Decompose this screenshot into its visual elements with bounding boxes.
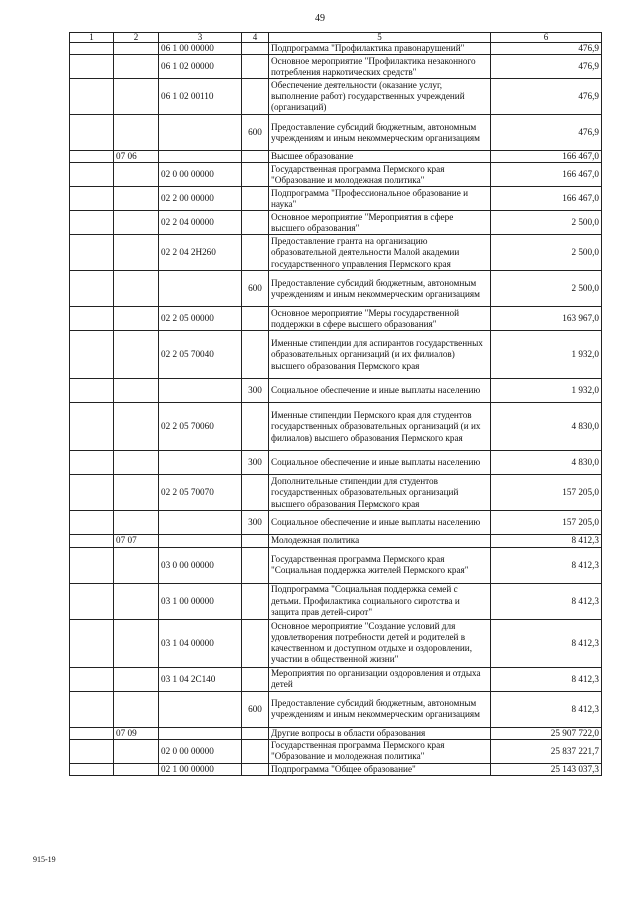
target-article-cell: [159, 151, 242, 163]
item-name-cell: Социальное обеспечение и иные выплаты населению: [269, 511, 491, 535]
amount-cell: 4 830,0: [491, 403, 602, 451]
expense-type-cell: 600: [242, 271, 269, 307]
budget-table: [69, 32, 602, 776]
subsection-cell: [114, 55, 159, 79]
table-row: [70, 79, 602, 115]
item-name-cell: Предоставление гранта на организацию образовательной деятельности Малой академии государственного управления Пермского края: [269, 235, 491, 271]
subsection-cell: [114, 451, 159, 475]
section-cell: [70, 55, 114, 79]
subsection-cell: [114, 115, 159, 151]
item-name-cell: Социальное обеспечение и иные выплаты населению: [269, 451, 491, 475]
table-row: [70, 763, 602, 775]
table-row: [70, 535, 602, 547]
table-row: [70, 691, 602, 727]
target-article-cell: [159, 727, 242, 739]
item-name-cell: Другие вопросы в области образования: [269, 727, 491, 739]
target-article-cell: [159, 691, 242, 727]
amount-cell: 476,9: [491, 115, 602, 151]
col-header-4: 4: [242, 33, 269, 43]
table-row: [70, 451, 602, 475]
item-name-cell: Государственная программа Пермского края "Образование и молодежная политика": [269, 163, 491, 187]
expense-type-cell: [242, 727, 269, 739]
section-cell: [70, 451, 114, 475]
col-header-5: 5: [269, 33, 491, 43]
amount-cell: 476,9: [491, 79, 602, 115]
target-article-cell: 06 1 02 00000: [159, 55, 242, 79]
target-article-cell: [159, 535, 242, 547]
item-name-cell: Подпрограмма "Социальная поддержка семей с детьми. Профилактика социального сиротства и защита прав детей-сирот": [269, 583, 491, 619]
amount-cell: 1 932,0: [491, 379, 602, 403]
expense-type-cell: [242, 583, 269, 619]
amount-cell: 2 500,0: [491, 271, 602, 307]
expense-type-cell: 300: [242, 379, 269, 403]
subsection-cell: [114, 511, 159, 535]
expense-type-cell: [242, 535, 269, 547]
item-name-cell: Дополнительные стипендии для студентов государственных образовательных организаций высшего образования Пермского края: [269, 475, 491, 511]
item-name-cell: Государственная программа Пермского края "Социальная поддержка жителей Пермского края": [269, 547, 491, 583]
col-header-6: 6: [491, 33, 602, 43]
item-name-cell: Именные стипендии для аспирантов государственных образовательных организаций (и их филиалов) высшего образования Пермского края: [269, 331, 491, 379]
target-article-cell: [159, 271, 242, 307]
item-name-cell: Основное мероприятие "Создание условий для удовлетворения потребности детей и родителей в качественном и доступном отдыхе и оздоровлении, участии в общественной жизни": [269, 619, 491, 667]
section-cell: [70, 535, 114, 547]
item-name-cell: Предоставление субсидий бюджетным, автономным учреждениям и иным некоммерческим организациям: [269, 271, 491, 307]
table-row: [70, 667, 602, 691]
table-row: [70, 331, 602, 379]
target-article-cell: 03 1 04 2С140: [159, 667, 242, 691]
amount-cell: 166 467,0: [491, 151, 602, 163]
amount-cell: 25 907 722,0: [491, 727, 602, 739]
subsection-cell: [114, 763, 159, 775]
target-article-cell: 06 1 00 00000: [159, 43, 242, 55]
amount-cell: 25 143 037,3: [491, 763, 602, 775]
amount-cell: 8 412,3: [491, 667, 602, 691]
expense-type-cell: [242, 331, 269, 379]
section-cell: [70, 271, 114, 307]
item-name-cell: Подпрограмма "Профессиональное образование и наука": [269, 187, 491, 211]
table-row: [70, 235, 602, 271]
target-article-cell: [159, 379, 242, 403]
expense-type-cell: [242, 235, 269, 271]
item-name-cell: Основное мероприятие "Профилактика незаконного потребления наркотических средств": [269, 55, 491, 79]
expense-type-cell: [242, 667, 269, 691]
section-cell: [70, 763, 114, 775]
target-article-cell: 02 2 05 70060: [159, 403, 242, 451]
section-cell: [70, 511, 114, 535]
amount-cell: 4 830,0: [491, 451, 602, 475]
section-cell: [70, 211, 114, 235]
section-cell: [70, 727, 114, 739]
target-article-cell: 02 2 04 00000: [159, 211, 242, 235]
subsection-cell: [114, 379, 159, 403]
expense-type-cell: [242, 619, 269, 667]
expense-type-cell: [242, 163, 269, 187]
expense-type-cell: [242, 187, 269, 211]
item-name-cell: Мероприятия по организации оздоровления и отдыха детей: [269, 667, 491, 691]
amount-cell: 163 967,0: [491, 307, 602, 331]
table-row: [70, 115, 602, 151]
item-name-cell: Предоставление субсидий бюджетным, автономным учреждениям и иным некоммерческим организациям: [269, 691, 491, 727]
document-code: 915-19: [33, 855, 56, 864]
target-article-cell: 06 1 02 00110: [159, 79, 242, 115]
subsection-cell: [114, 583, 159, 619]
table-row: [70, 727, 602, 739]
expense-type-cell: [242, 763, 269, 775]
expense-type-cell: [242, 211, 269, 235]
item-name-cell: Социальное обеспечение и иные выплаты населению: [269, 379, 491, 403]
col-header-2: 2: [114, 33, 159, 43]
table-row: [70, 151, 602, 163]
subsection-cell: [114, 235, 159, 271]
table-row: [70, 739, 602, 763]
section-cell: [70, 235, 114, 271]
amount-cell: 8 412,3: [491, 535, 602, 547]
subsection-cell: 07 09: [114, 727, 159, 739]
expense-type-cell: [242, 403, 269, 451]
expense-type-cell: 300: [242, 511, 269, 535]
section-cell: [70, 547, 114, 583]
col-header-1: 1: [70, 33, 114, 43]
subsection-cell: [114, 619, 159, 667]
subsection-cell: [114, 667, 159, 691]
subsection-cell: [114, 79, 159, 115]
item-name-cell: Молодежная политика: [269, 535, 491, 547]
table-row: [70, 43, 602, 55]
amount-cell: 8 412,3: [491, 583, 602, 619]
section-cell: [70, 583, 114, 619]
subsection-cell: 07 06: [114, 151, 159, 163]
section-cell: [70, 331, 114, 379]
subsection-cell: 07 07: [114, 535, 159, 547]
subsection-cell: [114, 271, 159, 307]
amount-cell: 8 412,3: [491, 691, 602, 727]
item-name-cell: Основное мероприятие "Меры государственной поддержки в сфере высшего образования": [269, 307, 491, 331]
subsection-cell: [114, 475, 159, 511]
amount-cell: 166 467,0: [491, 163, 602, 187]
table-row: [70, 547, 602, 583]
section-cell: [70, 43, 114, 55]
target-article-cell: 02 2 05 00000: [159, 307, 242, 331]
table-row: [70, 187, 602, 211]
target-article-cell: 02 1 00 00000: [159, 763, 242, 775]
table-row: [70, 403, 602, 451]
table-row: [70, 379, 602, 403]
section-cell: [70, 475, 114, 511]
amount-cell: 2 500,0: [491, 235, 602, 271]
amount-cell: 157 205,0: [491, 511, 602, 535]
expense-type-cell: [242, 43, 269, 55]
subsection-cell: [114, 163, 159, 187]
amount-cell: 8 412,3: [491, 619, 602, 667]
subsection-cell: [114, 187, 159, 211]
expense-type-cell: [242, 151, 269, 163]
expense-type-cell: [242, 307, 269, 331]
expense-type-cell: [242, 55, 269, 79]
target-article-cell: [159, 451, 242, 475]
table-row: [70, 511, 602, 535]
subsection-cell: [114, 211, 159, 235]
amount-cell: 166 467,0: [491, 187, 602, 211]
subsection-cell: [114, 739, 159, 763]
section-cell: [70, 667, 114, 691]
table-row: [70, 583, 602, 619]
section-cell: [70, 739, 114, 763]
target-article-cell: 02 0 00 00000: [159, 163, 242, 187]
expense-type-cell: [242, 739, 269, 763]
item-name-cell: Основное мероприятие "Мероприятия в сфере высшего образования": [269, 211, 491, 235]
section-cell: [70, 151, 114, 163]
item-name-cell: Подпрограмма "Общее образование": [269, 763, 491, 775]
amount-cell: 157 205,0: [491, 475, 602, 511]
item-name-cell: Высшее образование: [269, 151, 491, 163]
col-header-3: 3: [159, 33, 242, 43]
amount-cell: 1 932,0: [491, 331, 602, 379]
target-article-cell: 02 2 05 70070: [159, 475, 242, 511]
section-cell: [70, 163, 114, 187]
subsection-cell: [114, 331, 159, 379]
target-article-cell: 03 1 04 00000: [159, 619, 242, 667]
target-article-cell: 02 2 04 2Н260: [159, 235, 242, 271]
amount-cell: 476,9: [491, 43, 602, 55]
section-cell: [70, 619, 114, 667]
table-row: [70, 211, 602, 235]
section-cell: [70, 187, 114, 211]
amount-cell: 8 412,3: [491, 547, 602, 583]
header-row: [70, 33, 602, 43]
expense-type-cell: 600: [242, 691, 269, 727]
table-row: [70, 475, 602, 511]
target-article-cell: [159, 511, 242, 535]
item-name-cell: Предоставление субсидий бюджетным, автономным учреждениям и иным некоммерческим организациям: [269, 115, 491, 151]
page-number: 49: [315, 13, 325, 24]
amount-cell: 2 500,0: [491, 211, 602, 235]
expense-type-cell: [242, 547, 269, 583]
subsection-cell: [114, 547, 159, 583]
item-name-cell: Государственная программа Пермского края "Образование и молодежная политика": [269, 739, 491, 763]
table-row: [70, 619, 602, 667]
table-row: [70, 163, 602, 187]
table-row: [70, 271, 602, 307]
subsection-cell: [114, 43, 159, 55]
section-cell: [70, 691, 114, 727]
expense-type-cell: [242, 475, 269, 511]
target-article-cell: [159, 115, 242, 151]
amount-cell: 476,9: [491, 55, 602, 79]
table-body: [70, 43, 602, 776]
table-row: [70, 55, 602, 79]
item-name-cell: Подпрограмма "Профилактика правонарушений": [269, 43, 491, 55]
target-article-cell: 02 2 00 00000: [159, 187, 242, 211]
target-article-cell: 02 0 00 00000: [159, 739, 242, 763]
table-row: [70, 307, 602, 331]
section-cell: [70, 79, 114, 115]
expense-type-cell: 300: [242, 451, 269, 475]
target-article-cell: 02 2 05 70040: [159, 331, 242, 379]
section-cell: [70, 307, 114, 331]
section-cell: [70, 379, 114, 403]
amount-cell: 25 837 221,7: [491, 739, 602, 763]
expense-type-cell: 600: [242, 115, 269, 151]
item-name-cell: Именные стипендии Пермского края для студентов государственных образовательных организаций (и их филиалов) высшего образования Пермского края: [269, 403, 491, 451]
section-cell: [70, 403, 114, 451]
subsection-cell: [114, 403, 159, 451]
section-cell: [70, 115, 114, 151]
target-article-cell: 03 0 00 00000: [159, 547, 242, 583]
subsection-cell: [114, 307, 159, 331]
expense-type-cell: [242, 79, 269, 115]
item-name-cell: Обеспечение деятельности (оказание услуг, выполнение работ) государственных учреждений (организаций): [269, 79, 491, 115]
target-article-cell: 03 1 00 00000: [159, 583, 242, 619]
subsection-cell: [114, 691, 159, 727]
